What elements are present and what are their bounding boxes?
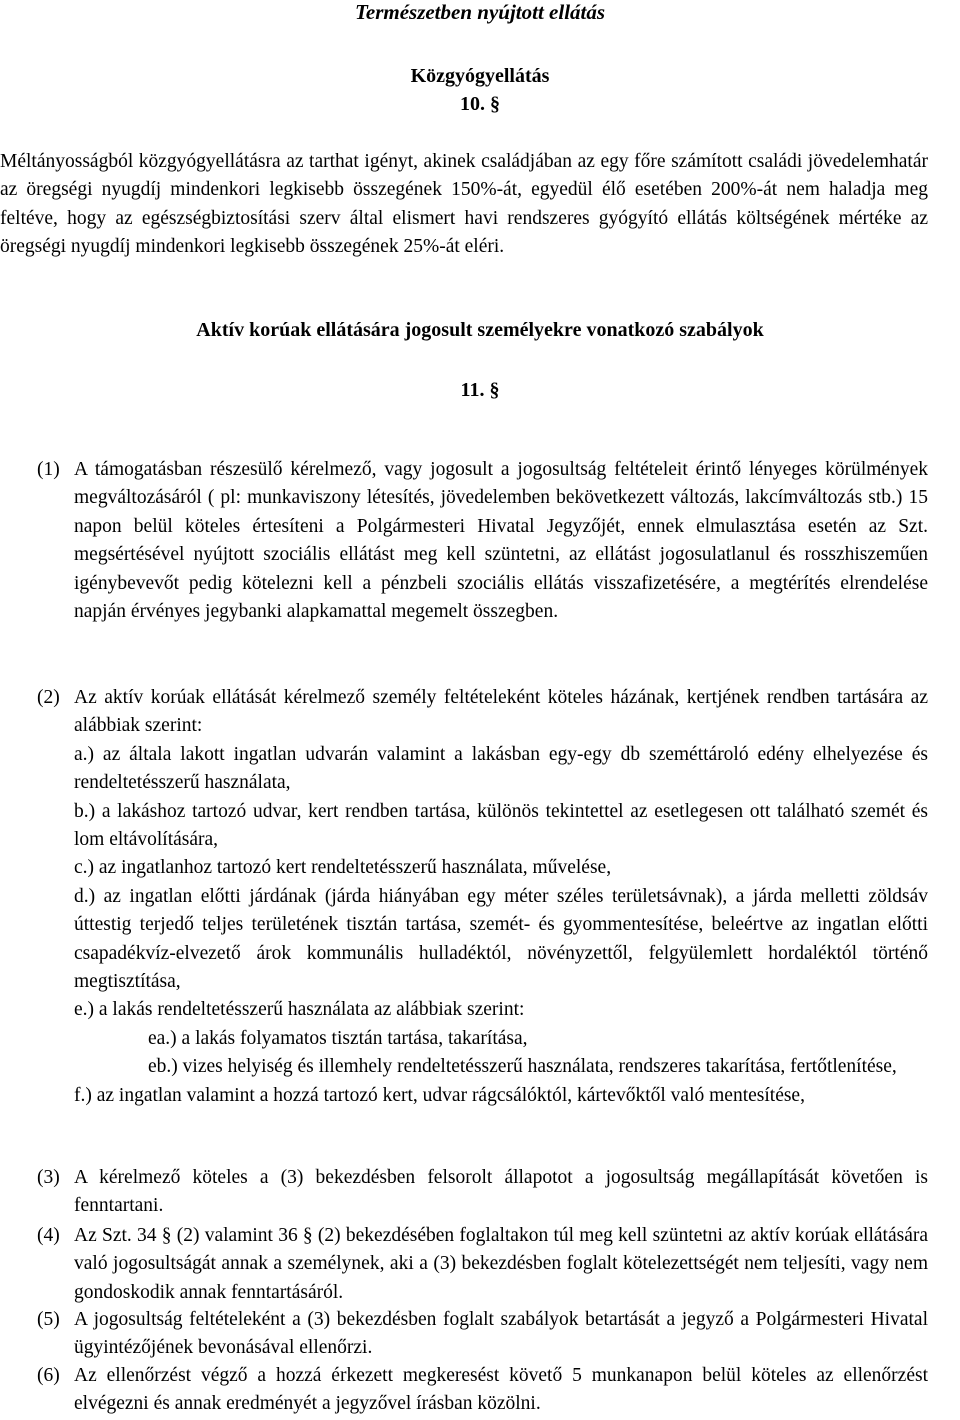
paragraph-1-text: A támogatásban részesülő kérelmező, vagy jogosult a jogosultság feltételeit érintő lényeges körülmények megváltozásáról ( pl: munkaviszony létesítés, jövedelemben bekövetkezett változás, lakcímváltozás stb.) 15 napon belül köteles értesíteni a Polgármesteri Hivatal Jegyzőjét, ennek elmulasztása esetén az Szt. megsértésével nyújtott szociális ellátást meg kell szüntetni, az ellátást jogosulatlanul és rosszhiszeműen igénybevevőt pedig kötelezni kell a pénzbeli szociális ellátás visszafizetésére, a megtérítés elrendelése napján érvényes jegybanki alapkamattal megemelt összegben. bbox=[74, 459, 928, 623]
paragraph-5-text: A jogosultság feltételeként a (3) bekezdésben foglalt szabályok betartását a jegyző a Polgármesteri Hivatal ügyintézőjének bevonásával ellenőrzi. bbox=[74, 1309, 928, 1359]
list-item-d: d.) az ingatlan előtti járdának (járda hiányában egy méter széles területsávnak), a járda melletti zöldsáv úttestig terjedő teljes területének tisztán tartása, szemét- és gyommentesítése, beleértve az ingatlan előtti csapadékvíz-elvezető árok kommunális hulladéktól, növényzettől, felgyülemlett hordaléktól történő megtisztítása, bbox=[74, 885, 928, 993]
list-item-e: e.) a lakás rendeltetésszerű használata az alábbiak szerint: bbox=[74, 999, 525, 1021]
list-item-b: b.) a lakáshoz tartozó udvar, kert rendben tartása, különös tekintettel az esetlegesen ott található szemét és lom eltávolítására, bbox=[74, 800, 928, 851]
paragraph-6-text: Az ellenőrzést végző a hozzá érkezett megkeresést követő 5 munkanapon belül köteles az ellenőrzést elvégezni és annak eredményét a jegyzővel írásban közölni. bbox=[74, 1365, 928, 1415]
paragraph-5 bbox=[0, 1306, 928, 1363]
paragraph-1-number: (1) bbox=[37, 459, 60, 480]
paragraph-3-text: A kérelmező köteles a (3) bekezdésben felsorolt állapotot a jogosultság megállapítását követően is fenntartani. bbox=[74, 1167, 928, 1217]
paragraph-3-number: (3) bbox=[37, 1167, 60, 1188]
paragraph-5-number: (5) bbox=[37, 1309, 60, 1330]
page-title: Természetben nyújtott ellátás bbox=[354, 0, 606, 24]
paragraph-4-text: Az Szt. 34 § (2) valamint 36 § (2) bekezdésében foglaltakon túl meg kell szüntetni az aktív korúak ellátására való jogosultságát annak a személynek, aki a (3) bekezdésben foglalt kötelezettségét nem teljesíti, vagy nem gondoskodik annak fenntartásáról. bbox=[74, 1225, 928, 1303]
list-item-f: f.) az ingatlan valamint a hozzá tartozó kert, udvar rágcsálóktól, kártevőktől való mentesítése, bbox=[74, 1084, 805, 1106]
section-heading: Aktív korúak ellátására jogosult személyekre vonatkozó szabályok bbox=[196, 319, 764, 341]
paragraph-6-number: (6) bbox=[37, 1365, 60, 1386]
paragraph-6 bbox=[0, 1362, 928, 1419]
list-item-ea: ea.) a lakás folyamatos tisztán tartása, takarítása, bbox=[148, 1027, 528, 1049]
paragraph-4-number: (4) bbox=[37, 1225, 60, 1246]
intro-paragraph: Méltányosságból közgyógyellátásra az tarthat igényt, akinek családjában az egy főre számított családi jövedelemhatár az öregségi nyugdíj mindenkori legkisebb összegének 150%-át, egyedül élő esetében 200%-át nem haladja meg feltéve, hogy az egészségbiztosítási szerv által elismert havi rendszeres gyógyító ellátás költségének mértéke az öregségi nyugdíj mindenkori legkisebb összegének 25%-át eléri. bbox=[0, 151, 928, 258]
paragraph-2-number: (2) bbox=[37, 687, 60, 708]
list-item-a: a.) az általa lakott ingatlan udvarán valamint a lakásban egy-egy db szeméttároló edény elhelyezése és rendeltetésszerű használata, bbox=[74, 743, 928, 794]
paragraph-1 bbox=[0, 456, 928, 626]
subtitle: Közgyógyellátás bbox=[410, 65, 550, 87]
list-item-c: c.) az ingatlanhoz tartozó kert rendeltetésszerű használata, művelése, bbox=[74, 857, 612, 879]
paragraph-2-text: Az aktív korúak ellátását kérelmező személy feltételeként köteles házának, kertjének rendben tartására az alábbiak szerint: bbox=[74, 687, 928, 737]
paragraph-4 bbox=[0, 1222, 928, 1307]
paragraph-3 bbox=[0, 1164, 928, 1221]
list-item-eb: eb.) vizes helyiség és illemhely rendeltetésszerű használata, rendszeres takarítása, fertőtlenítése, bbox=[148, 1056, 897, 1078]
section-11-number: 11. § bbox=[460, 379, 500, 401]
section-10-number: 10. § bbox=[460, 93, 500, 115]
paragraph-2 bbox=[0, 684, 928, 1110]
